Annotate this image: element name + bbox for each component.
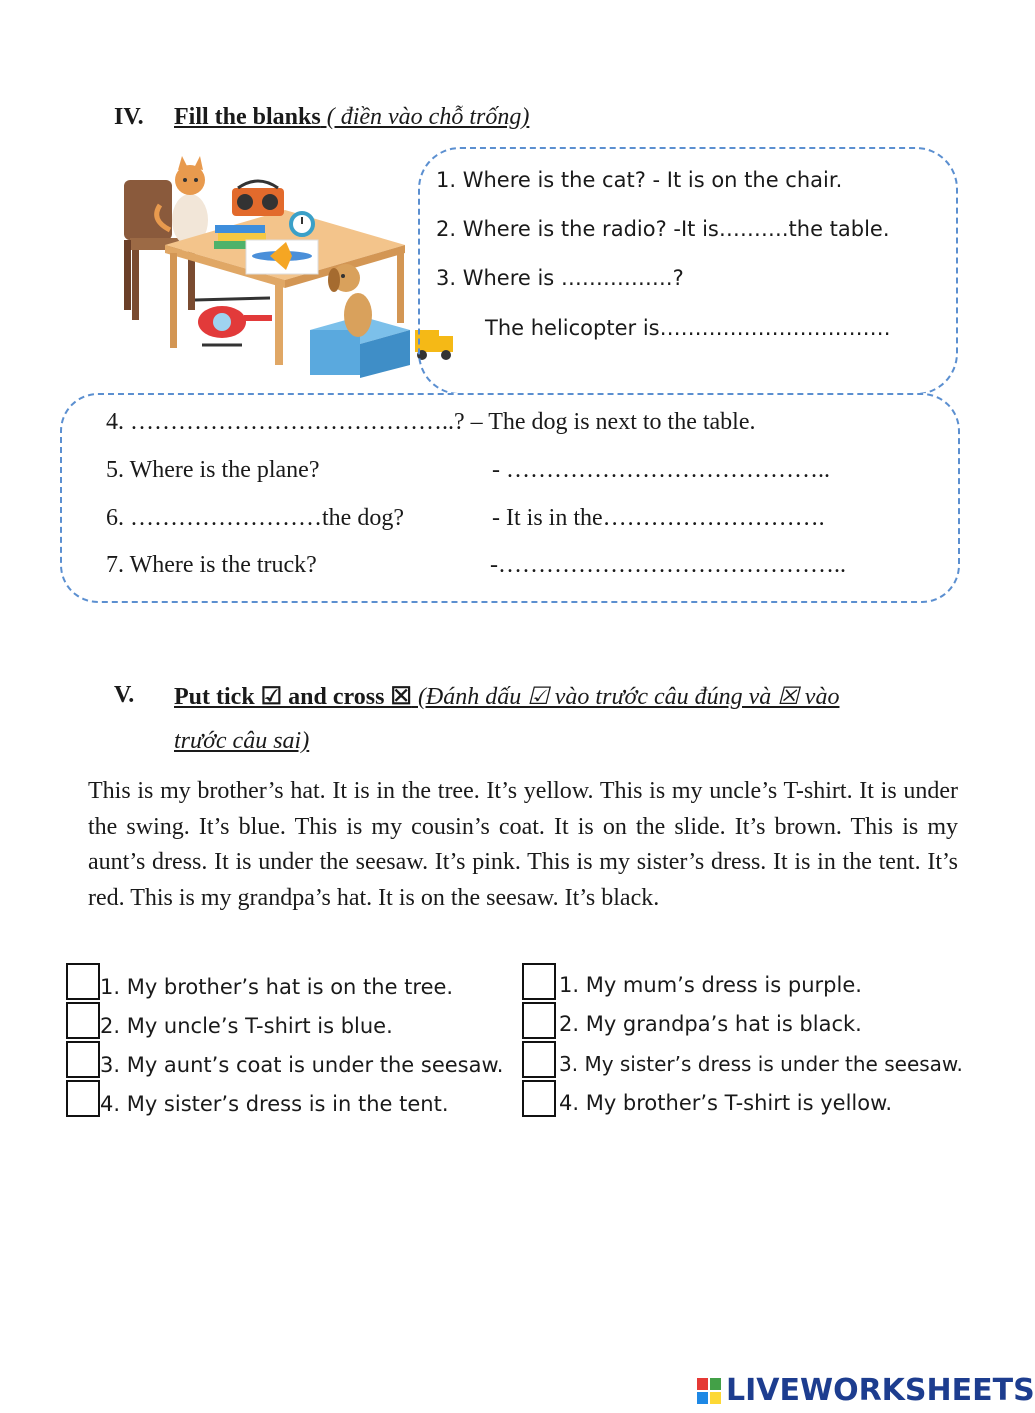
- helicopter-icon: [195, 298, 272, 345]
- tick-box-left-3[interactable]: [66, 1041, 100, 1078]
- statement-left-1: 1. My brother’s hat is on the tree.: [100, 975, 454, 999]
- statement-left-2: 2. My uncle’s T-shirt is blue.: [100, 1014, 393, 1038]
- radio-icon: [232, 181, 284, 216]
- question-1: 1. Where is the cat? - It is on the chair.: [436, 168, 843, 192]
- room-illustration: [110, 150, 470, 390]
- section-4-title: [174, 104, 529, 131]
- question-5: 5. Where is the plane?: [106, 457, 320, 483]
- clock-icon: [291, 213, 313, 235]
- question-5-answer[interactable]: - …………………………………..: [492, 457, 830, 483]
- tick-box-right-1[interactable]: [522, 963, 556, 1000]
- tick-box-left-4[interactable]: [66, 1080, 100, 1117]
- statement-right-1: 1. My mum’s dress is purple.: [559, 973, 862, 997]
- question-3-answer[interactable]: The helicopter is……………………………: [485, 316, 891, 340]
- tick-box-left-1[interactable]: [66, 963, 100, 1000]
- section-5-title-line2: trước câu sai): [174, 728, 310, 754]
- question-6[interactable]: 6. ……………………the dog?: [106, 505, 404, 531]
- section-5-title-sub: (Đánh dấu ☑ vào trước câu đúng và ☒ vào: [411, 684, 840, 710]
- section-4-number: IV.: [114, 104, 144, 130]
- statement-left-4: 4. My sister’s dress is in the tent.: [100, 1092, 449, 1116]
- tick-box-right-2[interactable]: [522, 1002, 556, 1039]
- tick-box-right-4[interactable]: [522, 1080, 556, 1117]
- statement-right-2: 2. My grandpa’s hat is black.: [559, 1012, 862, 1036]
- statement-right-3: 3. My sister’s dress is under the seesaw.: [559, 1052, 963, 1076]
- question-2[interactable]: 2. Where is the radio? -It is……….the table.: [436, 217, 890, 241]
- liveworksheets-logo-icon: [697, 1376, 723, 1410]
- question-7: 7. Where is the truck?: [106, 552, 317, 578]
- tick-box-left-2[interactable]: [66, 1002, 100, 1039]
- section-5-title: [174, 682, 839, 711]
- plane-icon: [246, 240, 318, 274]
- section-4-title-main: Fill the blanks: [174, 104, 321, 130]
- dog-icon: [310, 264, 410, 378]
- question-4[interactable]: 4. …………………………………..? – The dog is next to the table.: [106, 409, 756, 435]
- liveworksheets-logo-text: LIVEWORKSHEETS: [726, 1373, 1035, 1408]
- statement-right-4: 4. My brother’s T-shirt is yellow.: [559, 1091, 893, 1115]
- section-5-title-main: Put tick ☑ and cross ☒: [174, 684, 412, 710]
- section-5-number: V.: [114, 682, 135, 708]
- section-4-title-sub: ( điền vào chỗ trống): [320, 104, 530, 130]
- question-7-answer[interactable]: -……………………………………..: [490, 552, 846, 578]
- tick-box-right-3[interactable]: [522, 1041, 556, 1078]
- reading-passage: This is my brother’s hat. It is in the tree. It’s yellow. This is my uncle’s T-shirt. It is under the swing. It’s blue. This is my cousin’s coat. It is on the slide. It’s brown. This is my aunt’s dress. It is under the seesaw. It’s pink. This is my sister’s dress. It is in the tent. It’s red. This is my grandpa’s hat. It is on the seesaw. It’s black.: [88, 778, 958, 911]
- question-3[interactable]: 3. Where is …………….?: [436, 266, 684, 290]
- question-6-answer[interactable]: - It is in the……………………….: [492, 505, 825, 531]
- statement-left-3: 3. My aunt’s coat is under the seesaw.: [100, 1053, 504, 1077]
